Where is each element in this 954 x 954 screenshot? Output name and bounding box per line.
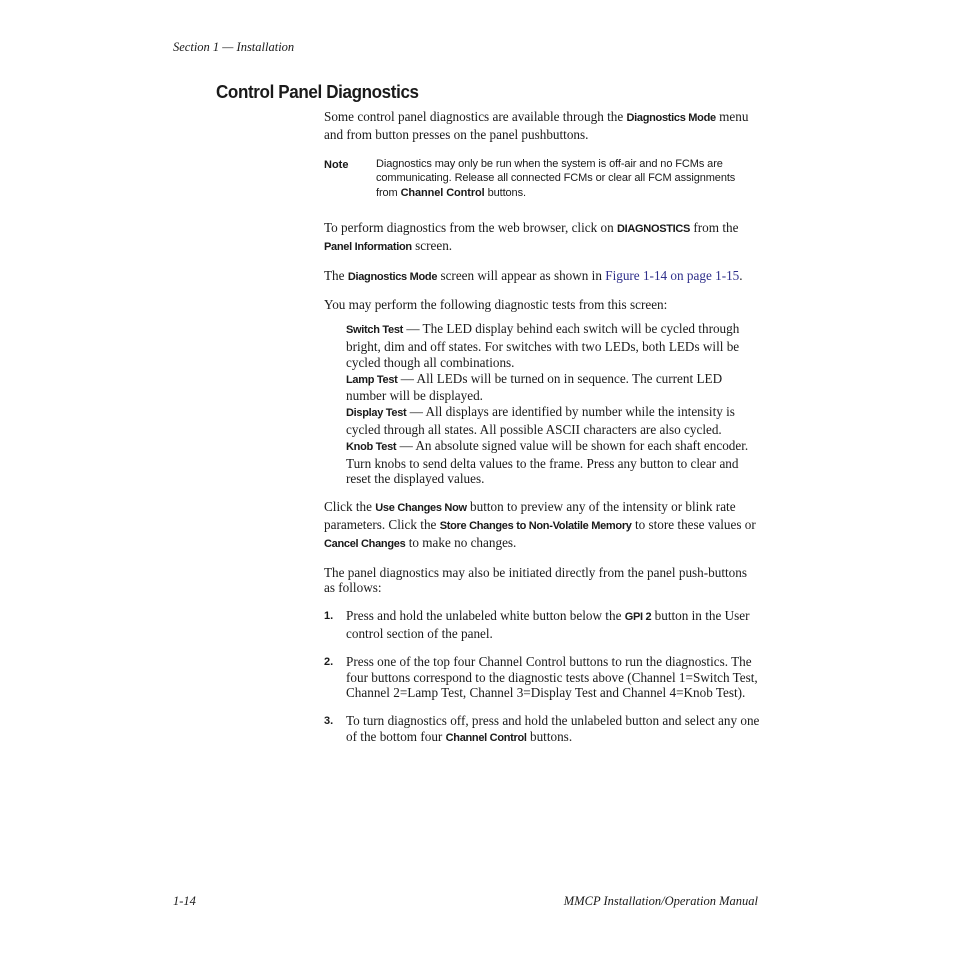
- gpi2-term: GPI 2: [624, 611, 652, 624]
- note-label: Note: [324, 158, 349, 171]
- step-text-start: Press and hold the unlabeled white button below the: [346, 608, 625, 624]
- browser-text: To perform diagnostics from the web browser, click on: [324, 220, 617, 236]
- tests-intro-paragraph: You may perform the following diagnostic tests from this screen:: [324, 297, 668, 313]
- test-name: Knob Test: [346, 440, 397, 453]
- page-number: 1-14: [173, 894, 196, 908]
- test-name: Lamp Test: [346, 373, 398, 386]
- step-item: [324, 608, 760, 642]
- test-name: Display Test: [346, 407, 407, 420]
- page-title: Control Panel Diagnostics: [216, 81, 419, 102]
- browser-paragraph: [324, 220, 760, 256]
- step-text: [346, 608, 760, 642]
- test-item: [346, 371, 760, 405]
- test-description: — An absolute signed value will be shown for each shaft encoder. Turn knobs to send delta values to the frame. Press any button to clear and reset the displayed values.: [346, 437, 749, 487]
- steps-list: [324, 608, 760, 747]
- screen-paragraph: [324, 268, 760, 286]
- step-text-end: button in the User control section of the panel.: [346, 608, 750, 642]
- body-column: [324, 109, 760, 759]
- figure-link[interactable]: Figure 1-14 on page 1-15: [605, 267, 740, 283]
- channel-control-term: Channel Control: [445, 732, 527, 745]
- screen-text: The: [324, 267, 348, 283]
- manual-title: MMCP Installation/Operation Manual: [563, 894, 758, 908]
- diagnostics-mode-term: Diagnostics Mode: [347, 270, 438, 283]
- click-text-2: button to preview any of the intensity or blink rate parameters. Click the: [324, 499, 736, 533]
- test-item: [346, 321, 760, 370]
- test-item: [346, 404, 760, 438]
- test-name: Switch Test: [346, 324, 404, 337]
- step-text-end: buttons.: [526, 729, 573, 745]
- channel-control-term: Channel Control: [400, 186, 485, 199]
- store-changes-term: Store Changes to Non-Volatile Memory: [439, 520, 632, 533]
- test-description: — All displays are identified by number while the intensity is cycled through all states. All possible ASCII characters are also cycled.: [346, 404, 735, 438]
- intro-paragraph: [324, 109, 760, 143]
- cancel-changes-term: Cancel Changes: [324, 537, 406, 550]
- step-number: 2.: [324, 655, 334, 668]
- note-text-start: Diagnostics may only be run when the system is off-air and no FCMs are communicating. Release all connected FCMs or clear all FCM assignments from: [376, 157, 736, 199]
- test-description: — All LEDs will be turned on in sequence. The current LED number will be displayed.: [346, 370, 723, 404]
- browser-text-mid: from the: [690, 220, 739, 236]
- test-item: [346, 438, 760, 487]
- click-text: Click the: [324, 499, 376, 515]
- test-description: — The LED display behind each switch will be cycled through bright, dim and off states. For switches with two LEDs, both LEDs will be cycled though all combinations.: [346, 321, 740, 370]
- click-paragraph: [324, 499, 760, 552]
- browser-text-end: screen.: [411, 237, 453, 253]
- step-text-start: To turn diagnostics off, press and hold the unlabeled button and select any one of the bottom four: [346, 713, 760, 745]
- step-text: [346, 713, 760, 747]
- running-header: Section 1 — Installation: [173, 40, 295, 54]
- test-list: [346, 321, 760, 487]
- panel-information-term: Panel Information: [324, 240, 412, 253]
- diagnostics-mode-term: Diagnostics Mode: [626, 112, 716, 124]
- step-number: 1.: [324, 610, 334, 623]
- step-number: 3.: [324, 715, 334, 728]
- diagnostics-term: DIAGNOSTICS: [617, 223, 691, 236]
- step-text-start: Press one of the top four Channel Control buttons to run the diagnostics. The four buttons correspond to the diagnostic tests above (Channel 1=Switch Test, Channel 2=Lamp Test, Channel 3=Display Test and Channel 4=Knob Test).: [346, 653, 758, 701]
- screen-text-end: .: [739, 267, 743, 283]
- screen-text-mid: screen will appear as shown in: [437, 267, 606, 283]
- intro-text-end: menu and from button presses on the panel pushbuttons.: [324, 109, 749, 142]
- click-text-end: to make no changes.: [405, 534, 517, 550]
- step-item: [324, 713, 760, 747]
- note-text: [376, 157, 736, 201]
- intro-text: Some control panel diagnostics are available through the: [324, 109, 627, 124]
- use-changes-now-term: Use Changes Now: [375, 502, 467, 515]
- panel-paragraph: The panel diagnostics may also be initiated directly from the panel push-buttons as follows:: [324, 564, 747, 596]
- note-text-end: buttons.: [484, 186, 526, 199]
- step-item: [324, 654, 760, 701]
- step-text: [346, 654, 760, 701]
- click-text-3: to store these values or: [631, 517, 756, 533]
- note-block: [324, 157, 760, 201]
